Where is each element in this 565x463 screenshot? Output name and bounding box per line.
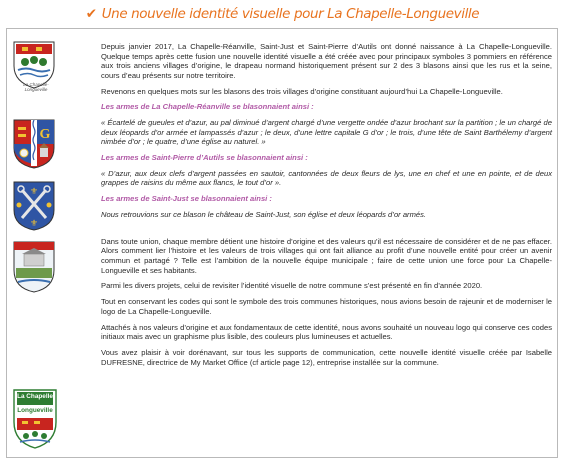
blason-chapelle-reanville: « Écartelé de gueules et d’azur, au pal diminué d’argent chargé d’une vergette ondée d’azur brochant sur la partition ; le un chargé de deux léopards d’or armée et lampassés d’azur ; le deux, d’une lettre capitale G d’or ; le trois, d’une tête de Saint Barthélemy d’argent nimbée d’or ; le quatre, d’une église au naturel. » (101, 118, 552, 147)
heading-chapelle-reanville: Les armes de La Chapelle-Réanville se blasonnaient ainsi : (101, 102, 314, 112)
old-logo-text: La Chapelle-Longueville (23, 82, 49, 92)
body-paragraph-3: Tout en conservant les codes qui sont le symbole des trois communes historiques, nous avions besoin de rajeunir et de moderniser le logo de La Chapelle-Longueville. (101, 297, 552, 316)
crest-chapelle-reanville (12, 118, 56, 170)
body-paragraph-2: Parmi les divers projets, celui de revisiter l’identité visuelle de notre commune s’est présenté en fin d’année 2020. (101, 281, 483, 291)
svg-text:⚜: ⚜ (29, 218, 39, 228)
intro-paragraph-1: Depuis janvier 2017, La Chapelle-Réanville, Saint-Just et Saint-Pierre d’Autils ont donné naissance à La Chapelle-Longueville. Quelque temps après cette fusion une nouvelle identité visuelle a été créée avec pour principaux symboles 3 pommiers en référence aux trois anciens villages d’origine, le drapeau normand historiquement présent sur 2 des 3 blasons ainsi que les rus et la seine, cours d’eau présents sur notre territoire. (101, 42, 552, 80)
check-icon: ✔ (85, 6, 97, 22)
body-paragraph-1: Dans toute union, chaque membre détient une histoire d’origine et des valeurs qu’il est nécessaire de considérer et de ne pas effacer. Alors comment lier l’histoire et les valeurs de trois villages qui ont fait alliance au profit d’une nouvelle entité pour créer un avenir commun et partagé ? Telle est l’ambition de la nouvelle équipe municipale ; faire de cette union une force pour La Chapelle-Longueville et ses habitants. (101, 236, 552, 275)
body-paragraph-5: Vous avez plaisir à voir dorénavant, sur tous les supports de communication, cette nouvelle identité visuelle créée par Isabelle DUFRESNE, directrice de My Market Office (cf article page 12), entreprise installée sur la commune. (101, 347, 552, 367)
new-logo-line1: La Chapelle (17, 393, 53, 400)
article-body (101, 42, 552, 373)
svg-text:⚜: ⚜ (29, 186, 39, 196)
new-logo-crest (12, 388, 58, 450)
blason-saint-just: Nous retrouvions sur ce blason le château de Saint-Just, son église et deux léopards d’or armés. (101, 210, 427, 220)
crest-saint-just (12, 240, 56, 294)
intro-paragraph-2: Revenons en quelques mots sur les blasons des trois villages d’origine constituant aujourd’hui La Chapelle-Longueville. (101, 86, 503, 96)
old-logo-crest (12, 40, 60, 92)
heading-saint-just: Les armes de Saint-Just se blasonnaient ainsi : (101, 194, 272, 204)
blason-saint-pierre-autils: « D’azur, aux deux clefs d’argent passées en sautoir, cantonnées de deux fleurs de lys, une en chef et une en pointe, et de deux grappes de raisins du même aux flancs, le tout d’or ». (101, 168, 552, 188)
article-title: ✔ Une nouvelle identité visuelle pour La Chapelle-Longueville (85, 6, 480, 22)
new-logo-line2: Longueville (17, 407, 53, 414)
crest-saint-pierre-autils (12, 180, 56, 232)
svg-text:G: G (39, 127, 51, 142)
heading-saint-pierre-autils: Les armes de Saint-Pierre d’Autils se blasonnaient ainsi : (101, 153, 308, 163)
body-paragraph-4: Attachés à nos valeurs d’origine et aux fondamentaux de cette identité, nous avons souhaité un nouveau logo qui conserve ces codes initiaux mais avec un graphisme plus lisible, des couleurs plus lumineuses et actuelles. (101, 322, 552, 342)
